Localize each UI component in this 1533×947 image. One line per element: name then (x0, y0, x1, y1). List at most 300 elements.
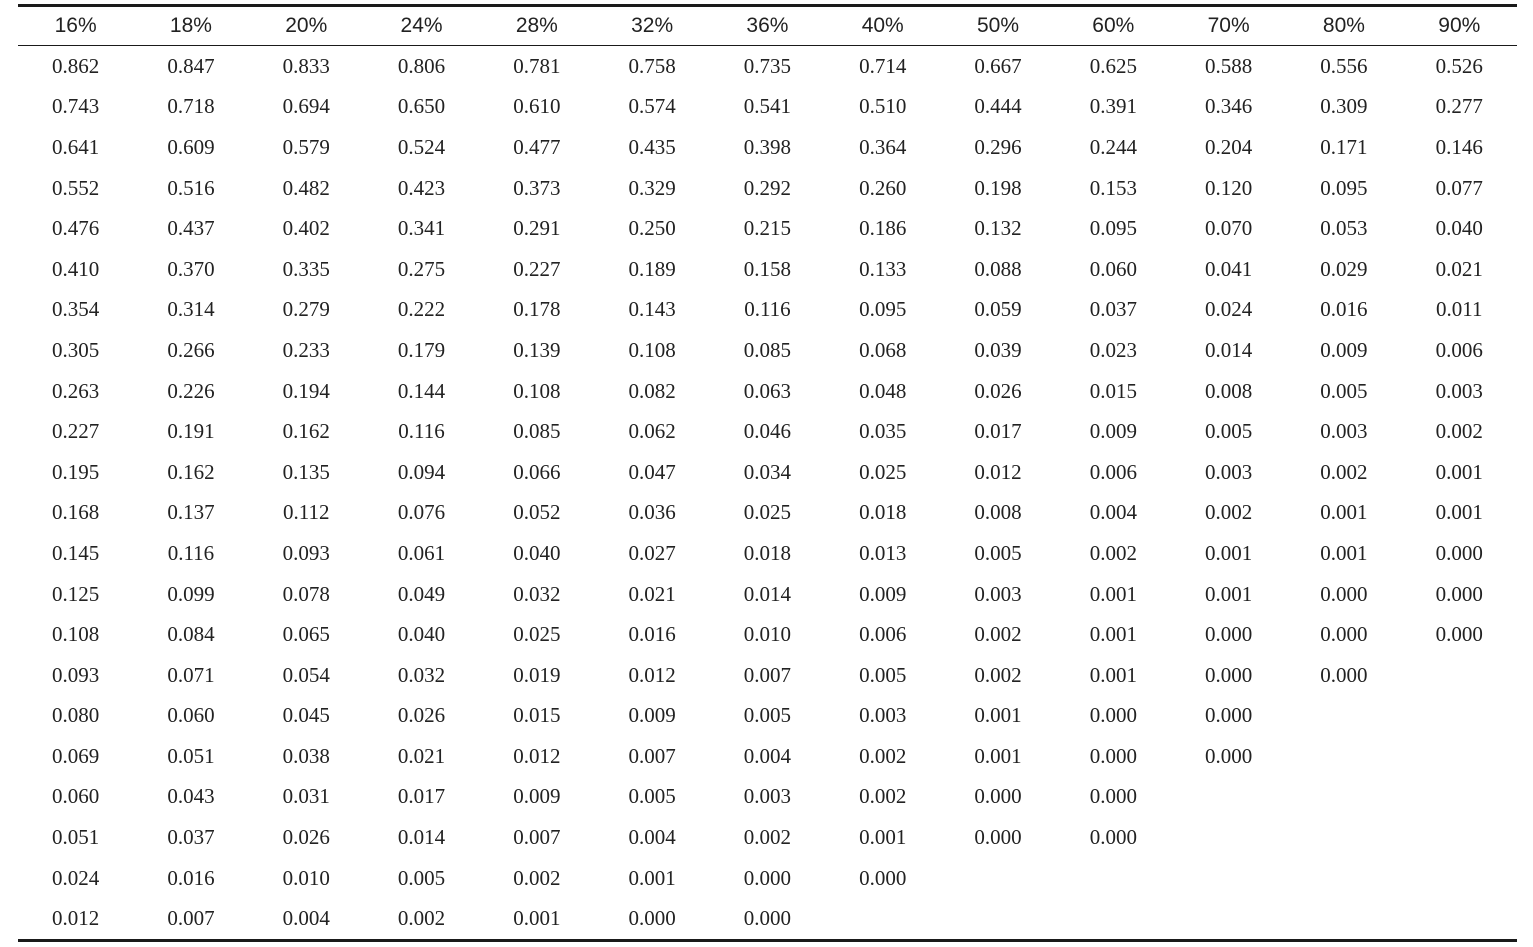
table-row (18, 208, 1517, 249)
table-cell: 0.402 (282, 216, 330, 241)
table-cell: 0.524 (397, 134, 446, 159)
table-cell: 0.026 (282, 825, 330, 850)
table-cell: 0.002 (397, 906, 446, 931)
table-cell: 0.005 (397, 865, 446, 890)
column-header: 18% (169, 14, 212, 37)
table-cell: 0.162 (282, 419, 330, 444)
table-cell (1171, 858, 1286, 899)
table-cell: 0.341 (397, 216, 446, 241)
table-cell: 0.017 (397, 784, 446, 809)
table-cell (1286, 858, 1401, 899)
table-row (18, 290, 1517, 331)
table-cell: 0.045 (282, 703, 330, 728)
table-cell: 0.088 (974, 256, 1022, 281)
table-cell: 0.847 (167, 53, 215, 78)
table-row (18, 614, 1517, 655)
table-cell: 0.005 (1204, 419, 1253, 444)
table-row (18, 46, 1517, 87)
table-cell: 0.001 (1320, 540, 1368, 565)
table-cell: 0.085 (513, 419, 561, 444)
table-cell: 0.014 (397, 825, 446, 850)
table-cell (1402, 817, 1517, 858)
table-cell: 0.108 (628, 337, 676, 362)
column-header: 60% (1092, 14, 1135, 37)
table-cell: 0.082 (628, 378, 676, 403)
table-cell: 0.015 (513, 703, 561, 728)
table-cell: 0.305 (52, 337, 100, 362)
table-cell: 0.003 (1435, 378, 1483, 403)
table-cell: 0.000 (1320, 622, 1368, 647)
table-cell: 0.588 (1204, 53, 1253, 78)
table-cell: 0.031 (282, 784, 330, 809)
table-cell: 0.171 (1320, 134, 1368, 159)
table-cell: 0.007 (167, 906, 215, 931)
table-cell: 0.001 (1204, 581, 1253, 606)
table-cell: 0.120 (1204, 175, 1253, 200)
table-cell: 0.314 (167, 297, 215, 322)
table-cell: 0.309 (1320, 94, 1368, 119)
table-cell: 0.398 (743, 134, 792, 159)
table-cell: 0.095 (1320, 175, 1368, 200)
table-cell: 0.227 (52, 419, 100, 444)
table-cell: 0.279 (282, 297, 330, 322)
table-cell: 0.043 (167, 784, 215, 809)
table-cell: 0.000 (974, 784, 1022, 809)
table-cell: 0.021 (1435, 256, 1483, 281)
table-cell: 0.000 (743, 865, 792, 890)
table-cell: 0.052 (513, 500, 561, 525)
header-row (18, 6, 1517, 46)
table-cell: 0.204 (1204, 134, 1253, 159)
table-body (18, 46, 1517, 941)
table-cell: 0.714 (859, 53, 907, 78)
table-cell: 0.002 (859, 784, 907, 809)
table-cell: 0.162 (167, 459, 215, 484)
table-cell: 0.001 (1435, 459, 1483, 484)
table-cell: 0.002 (974, 662, 1022, 687)
table-cell: 0.070 (1204, 216, 1253, 241)
table-cell: 0.191 (167, 419, 215, 444)
table-cell: 0.010 (743, 622, 792, 647)
table-cell: 0.168 (52, 500, 100, 525)
table-cell: 0.000 (1435, 581, 1483, 606)
table-cell: 0.077 (1435, 175, 1483, 200)
table-cell (1402, 858, 1517, 899)
table-cell: 0.444 (974, 94, 1022, 119)
table-cell: 0.054 (282, 662, 330, 687)
table-cell: 0.016 (1320, 297, 1368, 322)
table-cell: 0.116 (167, 540, 215, 565)
table-cell: 0.040 (397, 622, 446, 647)
table-cell: 0.139 (513, 337, 561, 362)
table-cell: 0.012 (513, 743, 561, 768)
table-cell: 0.222 (397, 297, 446, 322)
table-cell (1402, 696, 1517, 737)
table-cell: 0.006 (1089, 459, 1137, 484)
table-cell: 0.002 (1089, 540, 1137, 565)
table-cell: 0.370 (167, 256, 215, 281)
table-cell: 0.781 (513, 53, 561, 78)
table-cell: 0.516 (167, 175, 215, 200)
table-cell: 0.053 (1320, 216, 1368, 241)
table-cell: 0.038 (282, 743, 330, 768)
table-cell: 0.025 (743, 500, 792, 525)
column-header: 20% (285, 14, 328, 37)
table-cell: 0.007 (513, 825, 561, 850)
table-cell: 0.000 (1320, 662, 1368, 687)
table-cell: 0.026 (397, 703, 446, 728)
table-cell: 0.035 (859, 419, 907, 444)
table-row (18, 168, 1517, 209)
table-cell: 0.000 (1435, 622, 1483, 647)
table-cell: 0.112 (283, 500, 330, 525)
table-cell: 0.244 (1089, 134, 1137, 159)
table-cell: 0.027 (628, 540, 676, 565)
table-cell: 0.004 (1089, 500, 1137, 525)
table-cell: 0.552 (52, 175, 100, 200)
table-cell: 0.012 (52, 906, 100, 931)
table-cell (1056, 898, 1171, 940)
table-cell: 0.062 (628, 419, 676, 444)
table-cell: 0.001 (974, 703, 1022, 728)
table-cell: 0.060 (52, 784, 100, 809)
table-cell: 0.000 (1204, 703, 1253, 728)
table-cell: 0.061 (397, 540, 446, 565)
table-cell: 0.000 (1089, 703, 1137, 728)
table-cell: 0.477 (513, 134, 561, 159)
table-cell: 0.095 (1089, 216, 1137, 241)
table-cell: 0.000 (859, 865, 907, 890)
table-cell: 0.065 (282, 622, 330, 647)
table-cell: 0.004 (628, 825, 676, 850)
table-cell: 0.023 (1089, 337, 1137, 362)
table-cell: 0.292 (743, 175, 792, 200)
table-cell: 0.037 (167, 825, 215, 850)
table-cell: 0.718 (167, 94, 215, 119)
table-cell: 0.354 (52, 297, 100, 322)
table-cell: 0.040 (513, 540, 561, 565)
table-cell: 0.000 (1435, 540, 1483, 565)
column-header: 28% (515, 14, 558, 37)
table-cell: 0.080 (52, 703, 100, 728)
table-cell: 0.000 (1089, 743, 1137, 768)
table-cell: 0.001 (1435, 500, 1483, 525)
column-header: 80% (1322, 14, 1365, 37)
table-cell: 0.069 (52, 743, 100, 768)
table-row (18, 736, 1517, 777)
table-cell: 0.476 (52, 216, 100, 241)
table-cell: 0.625 (1089, 53, 1137, 78)
table-cell: 0.000 (1204, 662, 1253, 687)
table-cell: 0.095 (859, 297, 907, 322)
table-cell: 0.001 (1089, 581, 1137, 606)
table-cell: 0.004 (282, 906, 330, 931)
table-cell: 0.018 (743, 540, 792, 565)
table-cell: 0.032 (513, 581, 561, 606)
table-cell: 0.048 (859, 378, 907, 403)
table-cell: 0.335 (282, 256, 330, 281)
column-header: 32% (631, 14, 674, 37)
table-cell: 0.116 (744, 297, 791, 322)
table-cell: 0.015 (1089, 378, 1137, 403)
column-header: 70% (1207, 14, 1250, 37)
table-cell: 0.001 (974, 743, 1022, 768)
table-cell: 0.186 (859, 216, 907, 241)
table-cell: 0.743 (52, 94, 100, 119)
table-cell: 0.001 (628, 865, 676, 890)
table-cell: 0.039 (974, 337, 1022, 362)
table-cell: 0.024 (52, 865, 100, 890)
table-cell: 0.008 (974, 500, 1022, 525)
table-cell: 0.025 (513, 622, 561, 647)
table-cell: 0.275 (397, 256, 446, 281)
table-cell: 0.000 (743, 906, 792, 931)
table-cell: 0.116 (398, 419, 445, 444)
table-cell: 0.510 (859, 94, 907, 119)
table-cell: 0.001 (513, 906, 561, 931)
table-cell: 0.004 (743, 743, 792, 768)
table-cell: 0.001 (1089, 622, 1137, 647)
table-cell: 0.036 (628, 500, 676, 525)
table-cell: 0.010 (282, 865, 330, 890)
table-cell: 0.146 (1435, 134, 1483, 159)
table-cell (1286, 696, 1401, 737)
table-cell (1056, 858, 1171, 899)
table-cell: 0.144 (397, 378, 446, 403)
table-cell: 0.133 (859, 256, 907, 281)
table-row (18, 533, 1517, 574)
table-cell: 0.000 (1204, 622, 1253, 647)
table-row (18, 411, 1517, 452)
table-cell: 0.012 (628, 662, 676, 687)
table-cell: 0.018 (859, 500, 907, 525)
table-row (18, 777, 1517, 818)
table-cell: 0.641 (52, 134, 100, 159)
table-cell: 0.009 (628, 703, 676, 728)
table-cell: 0.009 (1089, 419, 1137, 444)
table-header (18, 6, 1517, 46)
data-table (18, 4, 1517, 942)
table-cell: 0.189 (628, 256, 676, 281)
table-cell: 0.066 (513, 459, 561, 484)
table-cell: 0.667 (974, 53, 1022, 78)
table-cell: 0.003 (743, 784, 792, 809)
table-cell: 0.005 (1320, 378, 1368, 403)
table-cell: 0.002 (1204, 500, 1253, 525)
table-cell: 0.094 (397, 459, 446, 484)
table-cell: 0.195 (52, 459, 100, 484)
column-header: 50% (977, 14, 1020, 37)
table-cell: 0.025 (859, 459, 907, 484)
table-cell: 0.032 (397, 662, 446, 687)
table-row (18, 249, 1517, 290)
table-cell: 0.437 (167, 216, 215, 241)
table-cell: 0.263 (52, 378, 100, 403)
table-cell: 0.373 (513, 175, 561, 200)
table-cell: 0.024 (1204, 297, 1253, 322)
table-row (18, 655, 1517, 696)
table-cell (1402, 736, 1517, 777)
table-cell: 0.574 (628, 94, 676, 119)
table-cell (1171, 817, 1286, 858)
table-cell: 0.541 (743, 94, 792, 119)
table-cell: 0.143 (628, 297, 676, 322)
table-cell: 0.108 (513, 378, 561, 403)
table-cell: 0.526 (1435, 53, 1483, 78)
column-header: 16% (54, 14, 97, 37)
table-cell: 0.002 (513, 865, 561, 890)
table-cell: 0.029 (1320, 256, 1368, 281)
table-cell (1286, 777, 1401, 818)
table-cell: 0.132 (974, 216, 1022, 241)
table-row (18, 127, 1517, 168)
table-cell: 0.016 (167, 865, 215, 890)
table-cell: 0.059 (974, 297, 1022, 322)
table-cell: 0.001 (1320, 500, 1368, 525)
table-cell: 0.005 (859, 662, 907, 687)
table-cell: 0.002 (743, 825, 792, 850)
table-cell: 0.012 (974, 459, 1022, 484)
table-cell: 0.260 (859, 175, 907, 200)
table-cell: 0.007 (628, 743, 676, 768)
table-cell: 0.158 (743, 256, 792, 281)
table-cell: 0.178 (513, 297, 561, 322)
table-row (18, 452, 1517, 493)
table-cell: 0.021 (397, 743, 446, 768)
table-cell: 0.391 (1089, 94, 1137, 119)
table-cell: 0.250 (628, 216, 676, 241)
table-cell: 0.006 (1435, 337, 1483, 362)
table-cell: 0.277 (1435, 94, 1483, 119)
table-cell: 0.040 (1435, 216, 1483, 241)
table-cell: 0.862 (52, 53, 100, 78)
table-cell: 0.063 (743, 378, 792, 403)
table-cell: 0.735 (743, 53, 792, 78)
table-cell: 0.026 (974, 378, 1022, 403)
table-cell: 0.002 (859, 743, 907, 768)
table-cell: 0.227 (513, 256, 561, 281)
table-cell: 0.013 (859, 540, 907, 565)
table-cell: 0.001 (859, 825, 907, 850)
table-cell: 0.016 (628, 622, 676, 647)
table-cell: 0.041 (1204, 256, 1253, 281)
table-container (18, 4, 1517, 942)
table-row (18, 574, 1517, 615)
table-cell: 0.650 (397, 94, 446, 119)
table-cell: 0.000 (974, 825, 1022, 850)
table-cell: 0.179 (397, 337, 446, 362)
table-cell: 0.423 (397, 175, 446, 200)
table-cell (1286, 817, 1401, 858)
table-cell (1286, 898, 1401, 940)
table-cell: 0.833 (282, 53, 330, 78)
table-cell: 0.125 (52, 581, 100, 606)
table-cell: 0.008 (1204, 378, 1253, 403)
table-cell (1171, 898, 1286, 940)
table-cell: 0.019 (513, 662, 561, 687)
column-header: 36% (746, 14, 789, 37)
table-cell: 0.047 (628, 459, 676, 484)
table-cell: 0.329 (628, 175, 676, 200)
table-cell: 0.556 (1320, 53, 1368, 78)
table-cell: 0.137 (167, 500, 215, 525)
table-row (18, 898, 1517, 940)
table-cell: 0.610 (513, 94, 561, 119)
table-cell (1402, 777, 1517, 818)
table-cell: 0.009 (513, 784, 561, 809)
table-cell: 0.346 (1204, 94, 1253, 119)
table-cell: 0.085 (743, 337, 792, 362)
column-header: 90% (1438, 14, 1481, 37)
table-cell: 0.198 (974, 175, 1022, 200)
table-cell: 0.000 (628, 906, 676, 931)
table-cell: 0.364 (859, 134, 907, 159)
table-cell: 0.233 (282, 337, 330, 362)
table-cell (825, 898, 940, 940)
table-cell: 0.051 (52, 825, 100, 850)
table-cell: 0.003 (1204, 459, 1253, 484)
table-cell: 0.194 (282, 378, 330, 403)
table-cell (1286, 736, 1401, 777)
table-cell: 0.060 (167, 703, 215, 728)
table-cell: 0.099 (167, 581, 215, 606)
table-cell: 0.215 (743, 216, 792, 241)
table-cell: 0.021 (628, 581, 676, 606)
table-cell: 0.002 (1320, 459, 1368, 484)
table-cell: 0.009 (859, 581, 907, 606)
table-row (18, 330, 1517, 371)
table-cell: 0.084 (167, 622, 215, 647)
table-cell: 0.005 (743, 703, 792, 728)
table-cell: 0.002 (974, 622, 1022, 647)
table-cell: 0.003 (974, 581, 1022, 606)
table-cell: 0.609 (167, 134, 215, 159)
table-cell (940, 858, 1055, 899)
table-cell (1402, 655, 1517, 696)
table-cell: 0.108 (52, 622, 100, 647)
table-cell: 0.007 (743, 662, 792, 687)
table-cell (940, 898, 1055, 940)
table-cell: 0.014 (743, 581, 792, 606)
table-cell: 0.226 (167, 378, 215, 403)
table-cell: 0.291 (513, 216, 561, 241)
table-cell: 0.003 (859, 703, 907, 728)
table-cell: 0.005 (628, 784, 676, 809)
table-cell: 0.296 (974, 134, 1022, 159)
table-cell: 0.071 (167, 662, 215, 687)
table-cell: 0.806 (397, 53, 446, 78)
table-cell: 0.046 (743, 419, 792, 444)
table-row (18, 858, 1517, 899)
table-cell: 0.078 (282, 581, 330, 606)
column-header: 40% (861, 14, 904, 37)
table-cell (1402, 898, 1517, 940)
table-cell: 0.579 (282, 134, 330, 159)
table-cell: 0.001 (1204, 540, 1253, 565)
table-cell (1171, 777, 1286, 818)
table-cell: 0.135 (282, 459, 330, 484)
table-cell: 0.093 (282, 540, 330, 565)
table-cell: 0.000 (1204, 743, 1253, 768)
table-cell: 0.002 (1435, 419, 1483, 444)
table-cell: 0.093 (52, 662, 100, 687)
table-cell: 0.014 (1204, 337, 1253, 362)
table-cell: 0.003 (1320, 419, 1368, 444)
table-row (18, 371, 1517, 412)
table-cell: 0.068 (859, 337, 907, 362)
table-row (18, 87, 1517, 128)
table-cell: 0.266 (167, 337, 215, 362)
